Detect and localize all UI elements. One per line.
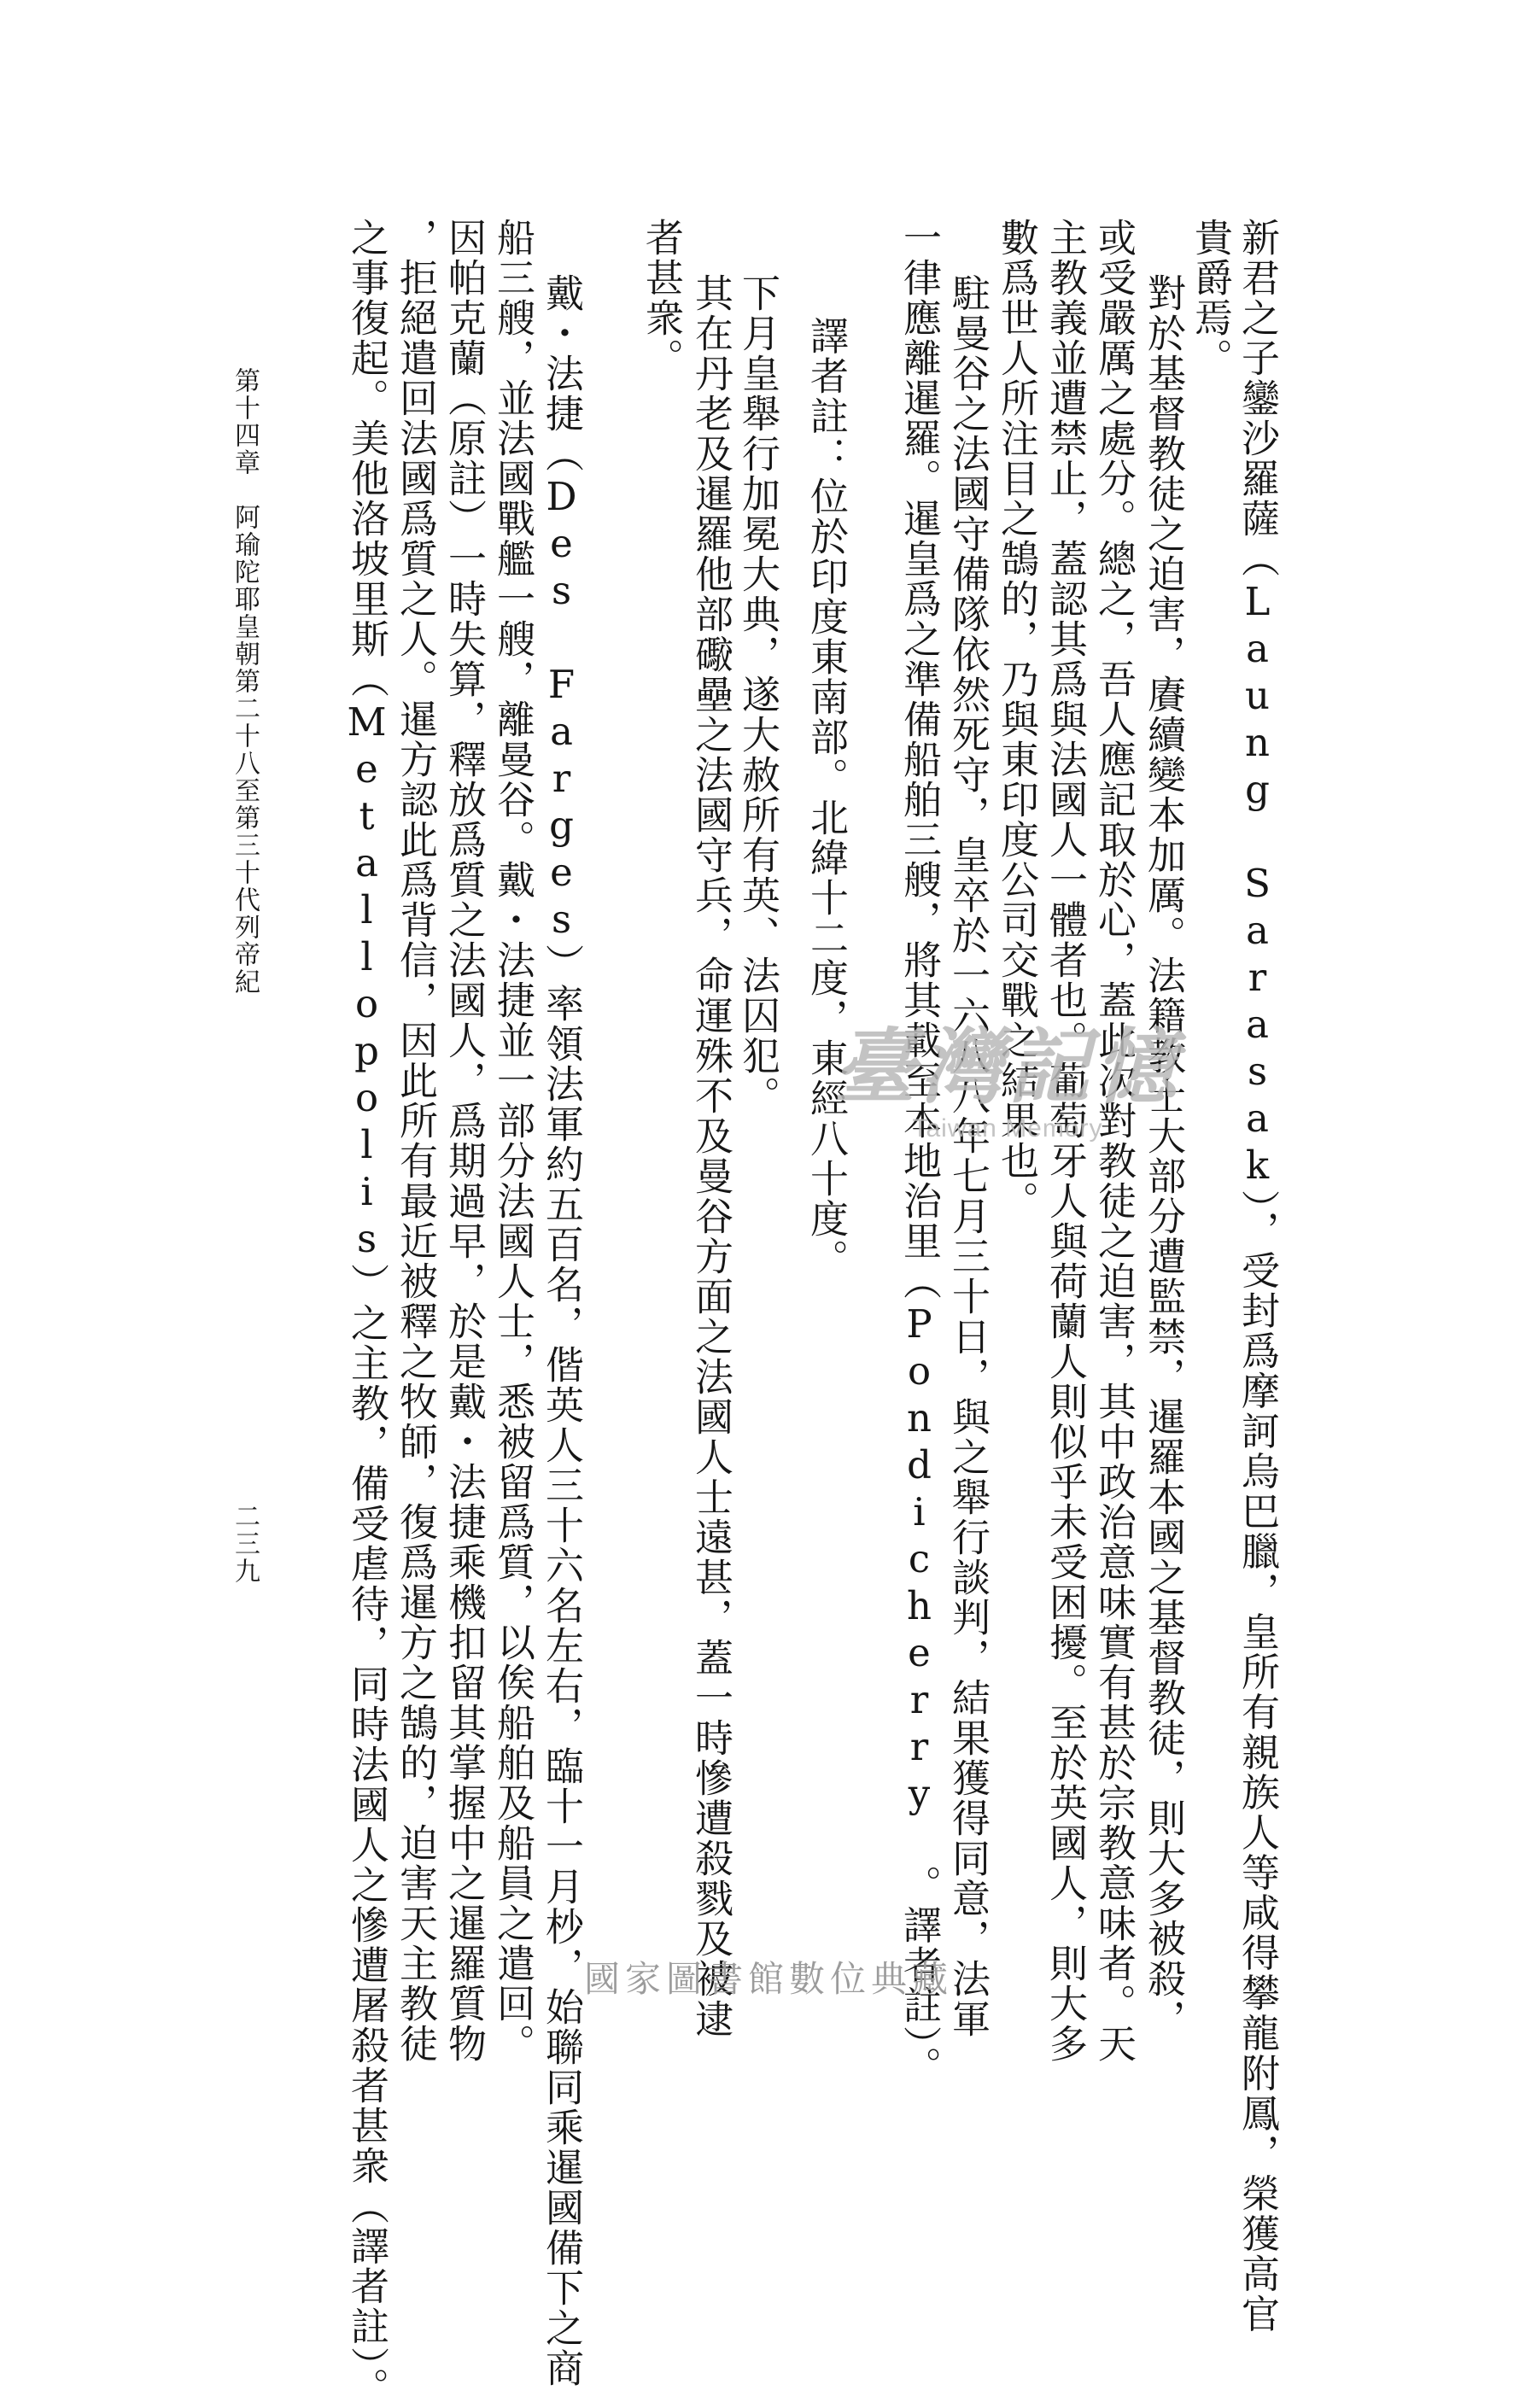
text-column-3: 對於基督教徒之迫害，賡續變本加厲。法籍教士大部分遭監禁，暹羅本國之基督教徒，則大多被殺， <box>1141 273 1186 2039</box>
text-column-15: 因帕克蘭（原註）一時失算，釋放爲質之法國人，爲期過早，於是戴・法捷乘機扣留其掌握中之暹羅質物 <box>441 218 487 2064</box>
text-column-16: ，拒絕遣回法國爲質之人。暹方認此爲背信，因此所有最近被釋之牧師，復爲暹方之鵠的，迫害天主教徒 <box>393 218 438 2064</box>
taiwan-memory-watermark <box>786 1020 1230 1157</box>
text-column-4: 或受嚴厲之處分。總之，吾人應記取於心，蓋此次對教徒之迫害，其中政治意味實有甚於宗教意味者。天 <box>1091 218 1137 2064</box>
text-column-8: 一律應離暹羅。暹皇爲之準備船舶三艘，將其載至本地治里（Pondicherry 。譯者註）。 <box>897 218 942 2087</box>
text-column-12: 者甚衆。 <box>639 218 684 378</box>
text-column-10: 下月皇舉行加冕大典，遂大赦所有英、法囚犯。 <box>735 273 780 1116</box>
collection-mark: 國家圖書館數位典藏 <box>583 1958 953 2000</box>
text-column-2: 貴爵焉。 <box>1188 218 1233 378</box>
text-column-1: 新君之子鑾沙羅薩（Laung Sarasak），受封爲摩訶烏巴臘，皇所有親族人等咸得攀龍附鳳，榮獲高官 <box>1235 218 1280 2335</box>
text-column-5: 主教義並遭禁止，蓋認其爲與法國人一體者也。葡萄牙人與荷蘭人則似乎未受困擾。至於英國人，則大多 <box>1043 218 1088 2064</box>
chapter-footer: 第十四章 阿瑜陀耶皇朝第二十八至第三十代列帝紀 <box>230 367 260 996</box>
text-column-6: 數爲世人所注目之鵠的，乃與東印度公司交戰之結果也。 <box>994 218 1039 1221</box>
text-column-17: 之事復起。美他洛坡里斯（Metallopolis）之主教，備受虐待，同時法國人之慘遭屠殺者甚衆（譯者註）。 <box>344 218 389 2408</box>
page-number: 二三九 <box>230 1503 260 1585</box>
text-column-14: 船三艘，並法國戰艦一艘，離曼谷。戴・法捷並一部分法國人士，悉被留爲質，以俟船舶及船員之遣回。 <box>490 218 535 2064</box>
text-column-13: 戴・法捷（Des Farges）率領法軍約五百名，偕英人三十六名左右，臨十一月杪，始聯同乘暹國備下之商 <box>539 273 584 2388</box>
translator-note: 譯者註：位於印度東南部。北緯十二度，東經八十度。 <box>804 316 849 1279</box>
text-column-11: 其在丹老及暹羅他部礮壘之法國守兵，命運殊不及曼谷方面之法國人士遠甚，蓋一時慘遭殺戮及被逮 <box>688 273 733 2039</box>
watermark-english: Taiwan Memory <box>912 1114 1103 1143</box>
text-column-7: 駐曼谷之法國守備隊依然死守，皇卒於一六八八年七月三十日，與之舉行談判，結果獲得同意，法軍 <box>945 273 991 2039</box>
watermark-chinese: 臺灣記憶 <box>833 1019 1182 1115</box>
